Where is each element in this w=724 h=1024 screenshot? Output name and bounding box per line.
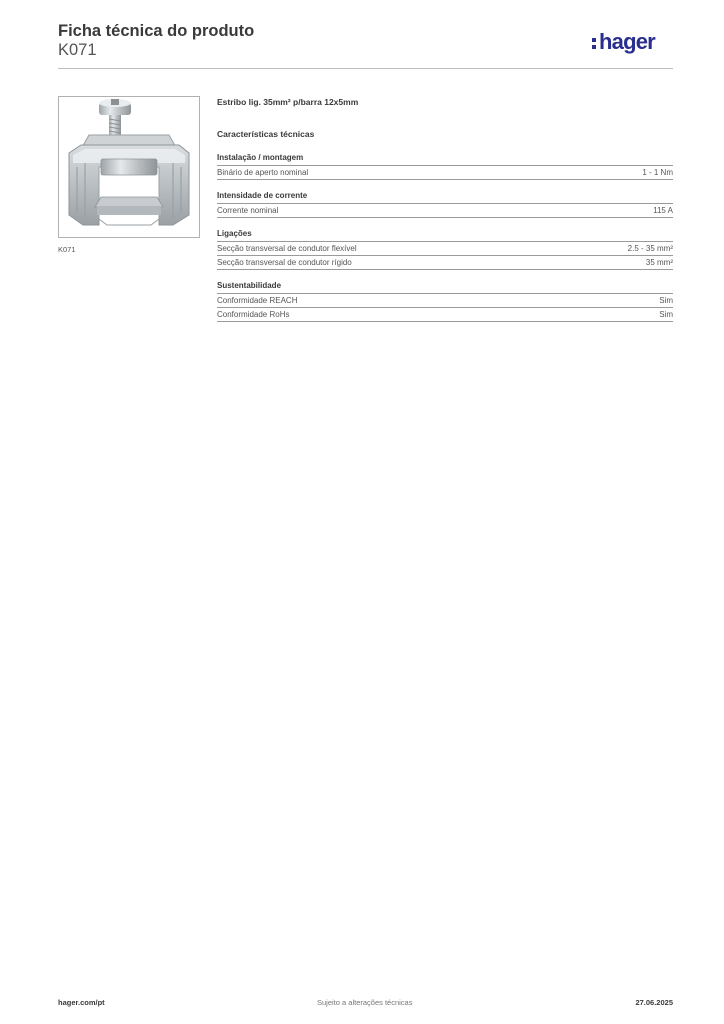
spec-group-sustainability — [217, 281, 673, 322]
spec-row — [217, 166, 673, 180]
spec-group-connections — [217, 229, 673, 270]
cable-clamp-image — [59, 97, 199, 237]
spec-row — [217, 308, 673, 322]
image-caption: K071 — [58, 245, 76, 254]
spec-value: Sim — [659, 296, 673, 305]
spec-group-title: Ligações — [217, 229, 673, 242]
spec-row — [217, 204, 673, 218]
spec-label: Conformidade REACH — [217, 296, 298, 305]
spec-label: Binário de aperto nominal — [217, 168, 309, 177]
hager-logo — [590, 28, 674, 56]
footer-notice: Sujeito a alterações técnicas — [317, 998, 413, 1007]
product-details — [217, 96, 673, 333]
spec-group-current — [217, 191, 673, 218]
spec-row — [217, 294, 673, 308]
product-name: Estribo lig. 35mm² p/barra 12x5mm — [217, 97, 359, 107]
spec-value: 35 mm² — [645, 258, 673, 267]
product-image-frame — [58, 96, 200, 238]
spec-row — [217, 242, 673, 256]
page-title: Ficha técnica do produto — [58, 22, 255, 40]
spec-group-title: Sustentabilidade — [217, 281, 673, 294]
spec-group-title: Instalação / montagem — [217, 153, 673, 166]
footer-website-link[interactable]: hager.com/pt — [58, 998, 105, 1007]
spec-value: 2.5 - 35 mm² — [627, 244, 673, 253]
header-divider — [58, 68, 673, 69]
footer-date: 27.06.2025 — [635, 998, 673, 1007]
spec-group-title: Intensidade de corrente — [217, 191, 673, 204]
spec-value: Sim — [659, 310, 673, 319]
spec-group-installation — [217, 153, 673, 180]
spec-label: Conformidade RoHs — [217, 310, 290, 319]
spec-value: 1 - 1 Nm — [642, 168, 673, 177]
svg-text:hager: hager — [599, 29, 655, 54]
section-title: Características técnicas — [217, 129, 315, 139]
spec-row — [217, 256, 673, 270]
spec-value: 115 A — [653, 206, 673, 215]
product-reference: K071 — [58, 41, 97, 59]
spec-label: Secção transversal de condutor rígido — [217, 258, 352, 267]
spec-label: Corrente nominal — [217, 206, 279, 215]
spec-label: Secção transversal de condutor flexível — [217, 244, 357, 253]
